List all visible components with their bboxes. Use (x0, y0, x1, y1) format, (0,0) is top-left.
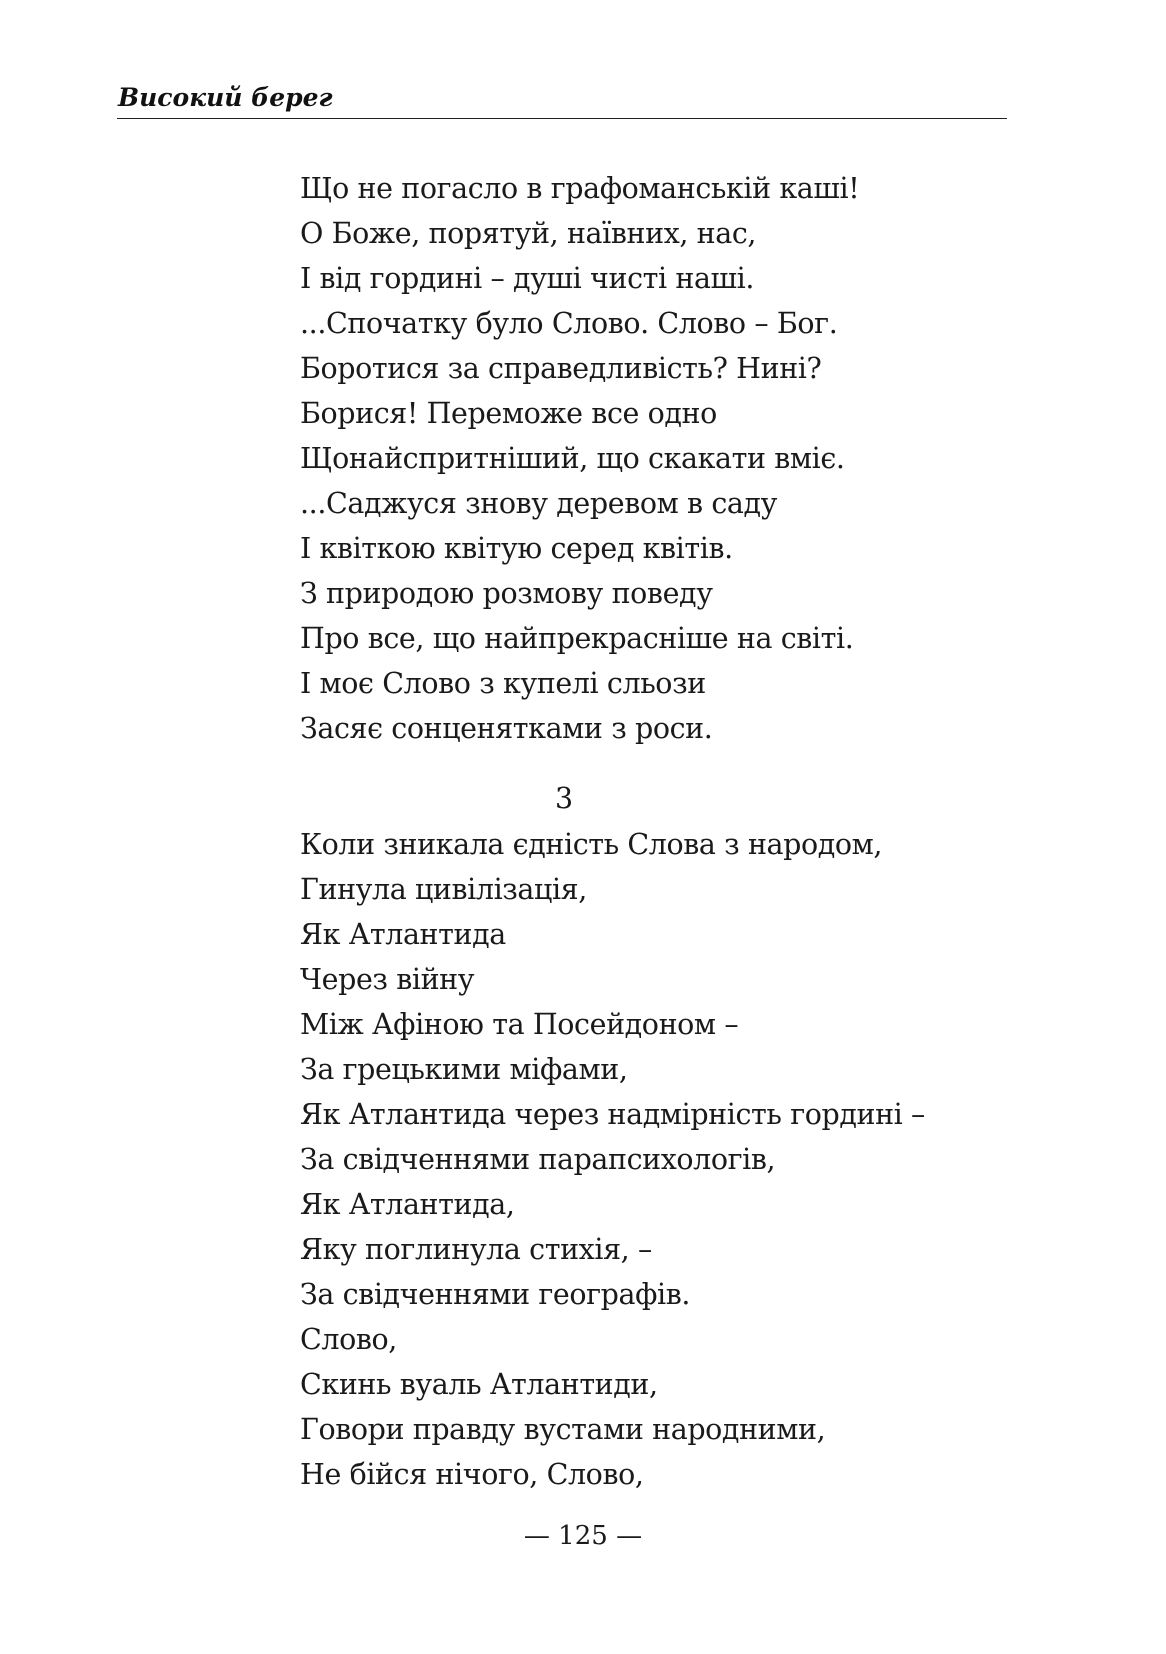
poem-line: Яку поглинула стихія, – (300, 1233, 652, 1266)
poem-line: Слово, (300, 1323, 397, 1356)
poem-line: Між Афіною та Посейдоном – (300, 1008, 739, 1041)
poem-line: І моє Слово з купелі сльози (300, 667, 706, 700)
header-rule (117, 118, 1007, 119)
poem-line: За грецькими міфами, (300, 1053, 628, 1086)
poem-stanza-1 (300, 166, 859, 751)
poem-line: Гинула цивілізація, (300, 873, 587, 906)
poem-line: Як Атлантида (300, 918, 506, 951)
poem-line: О Боже, порятуй, наївних, нас, (300, 217, 757, 250)
poem-line: Про все, що найпрекрасніше на світі. (300, 622, 854, 655)
poem-line: Щонайспритніший, що скакати вміє. (300, 442, 845, 475)
poem-line: Як Атлантида, (300, 1188, 515, 1221)
poem-stanza-2 (300, 822, 925, 1497)
poem-line: Через війну (300, 963, 475, 996)
poem-line: Як Атлантида через надмірність гордині – (300, 1098, 925, 1131)
poem-line: За свідченнями парапсихологів, (300, 1143, 776, 1176)
poem-line: Говори правду вустами народними, (300, 1413, 826, 1446)
section-number: 3 (555, 782, 574, 815)
poem-line: І квіткою квітую серед квітів. (300, 532, 733, 565)
poem-line: ...Саджуся знову деревом в саду (300, 487, 778, 520)
poem-line: Борися! Переможе все одно (300, 397, 717, 430)
poem-line: Боротися за справедливість? Нині? (300, 352, 822, 385)
running-header-title: Високий берег (118, 83, 333, 112)
poem-line: Засяє сонценятками з роси. (300, 712, 713, 745)
poem-line: Коли зникала єдність Слова з народом, (300, 828, 883, 861)
poem-line: І від гордині – душі чисті наші. (300, 262, 755, 295)
poem-line: Що не погасло в графоманській каші! (300, 172, 860, 205)
poem-line: З природою розмову поведу (300, 577, 713, 610)
poem-line: Скинь вуаль Атлантиди, (300, 1368, 658, 1401)
poem-line: Не бійся нічого, Слово, (300, 1458, 644, 1491)
page-number: — 125 — (523, 1521, 643, 1551)
poem-line: ...Спочатку було Слово. Слово – Бог. (300, 307, 838, 340)
poem-line: За свідченнями географів. (300, 1278, 691, 1311)
